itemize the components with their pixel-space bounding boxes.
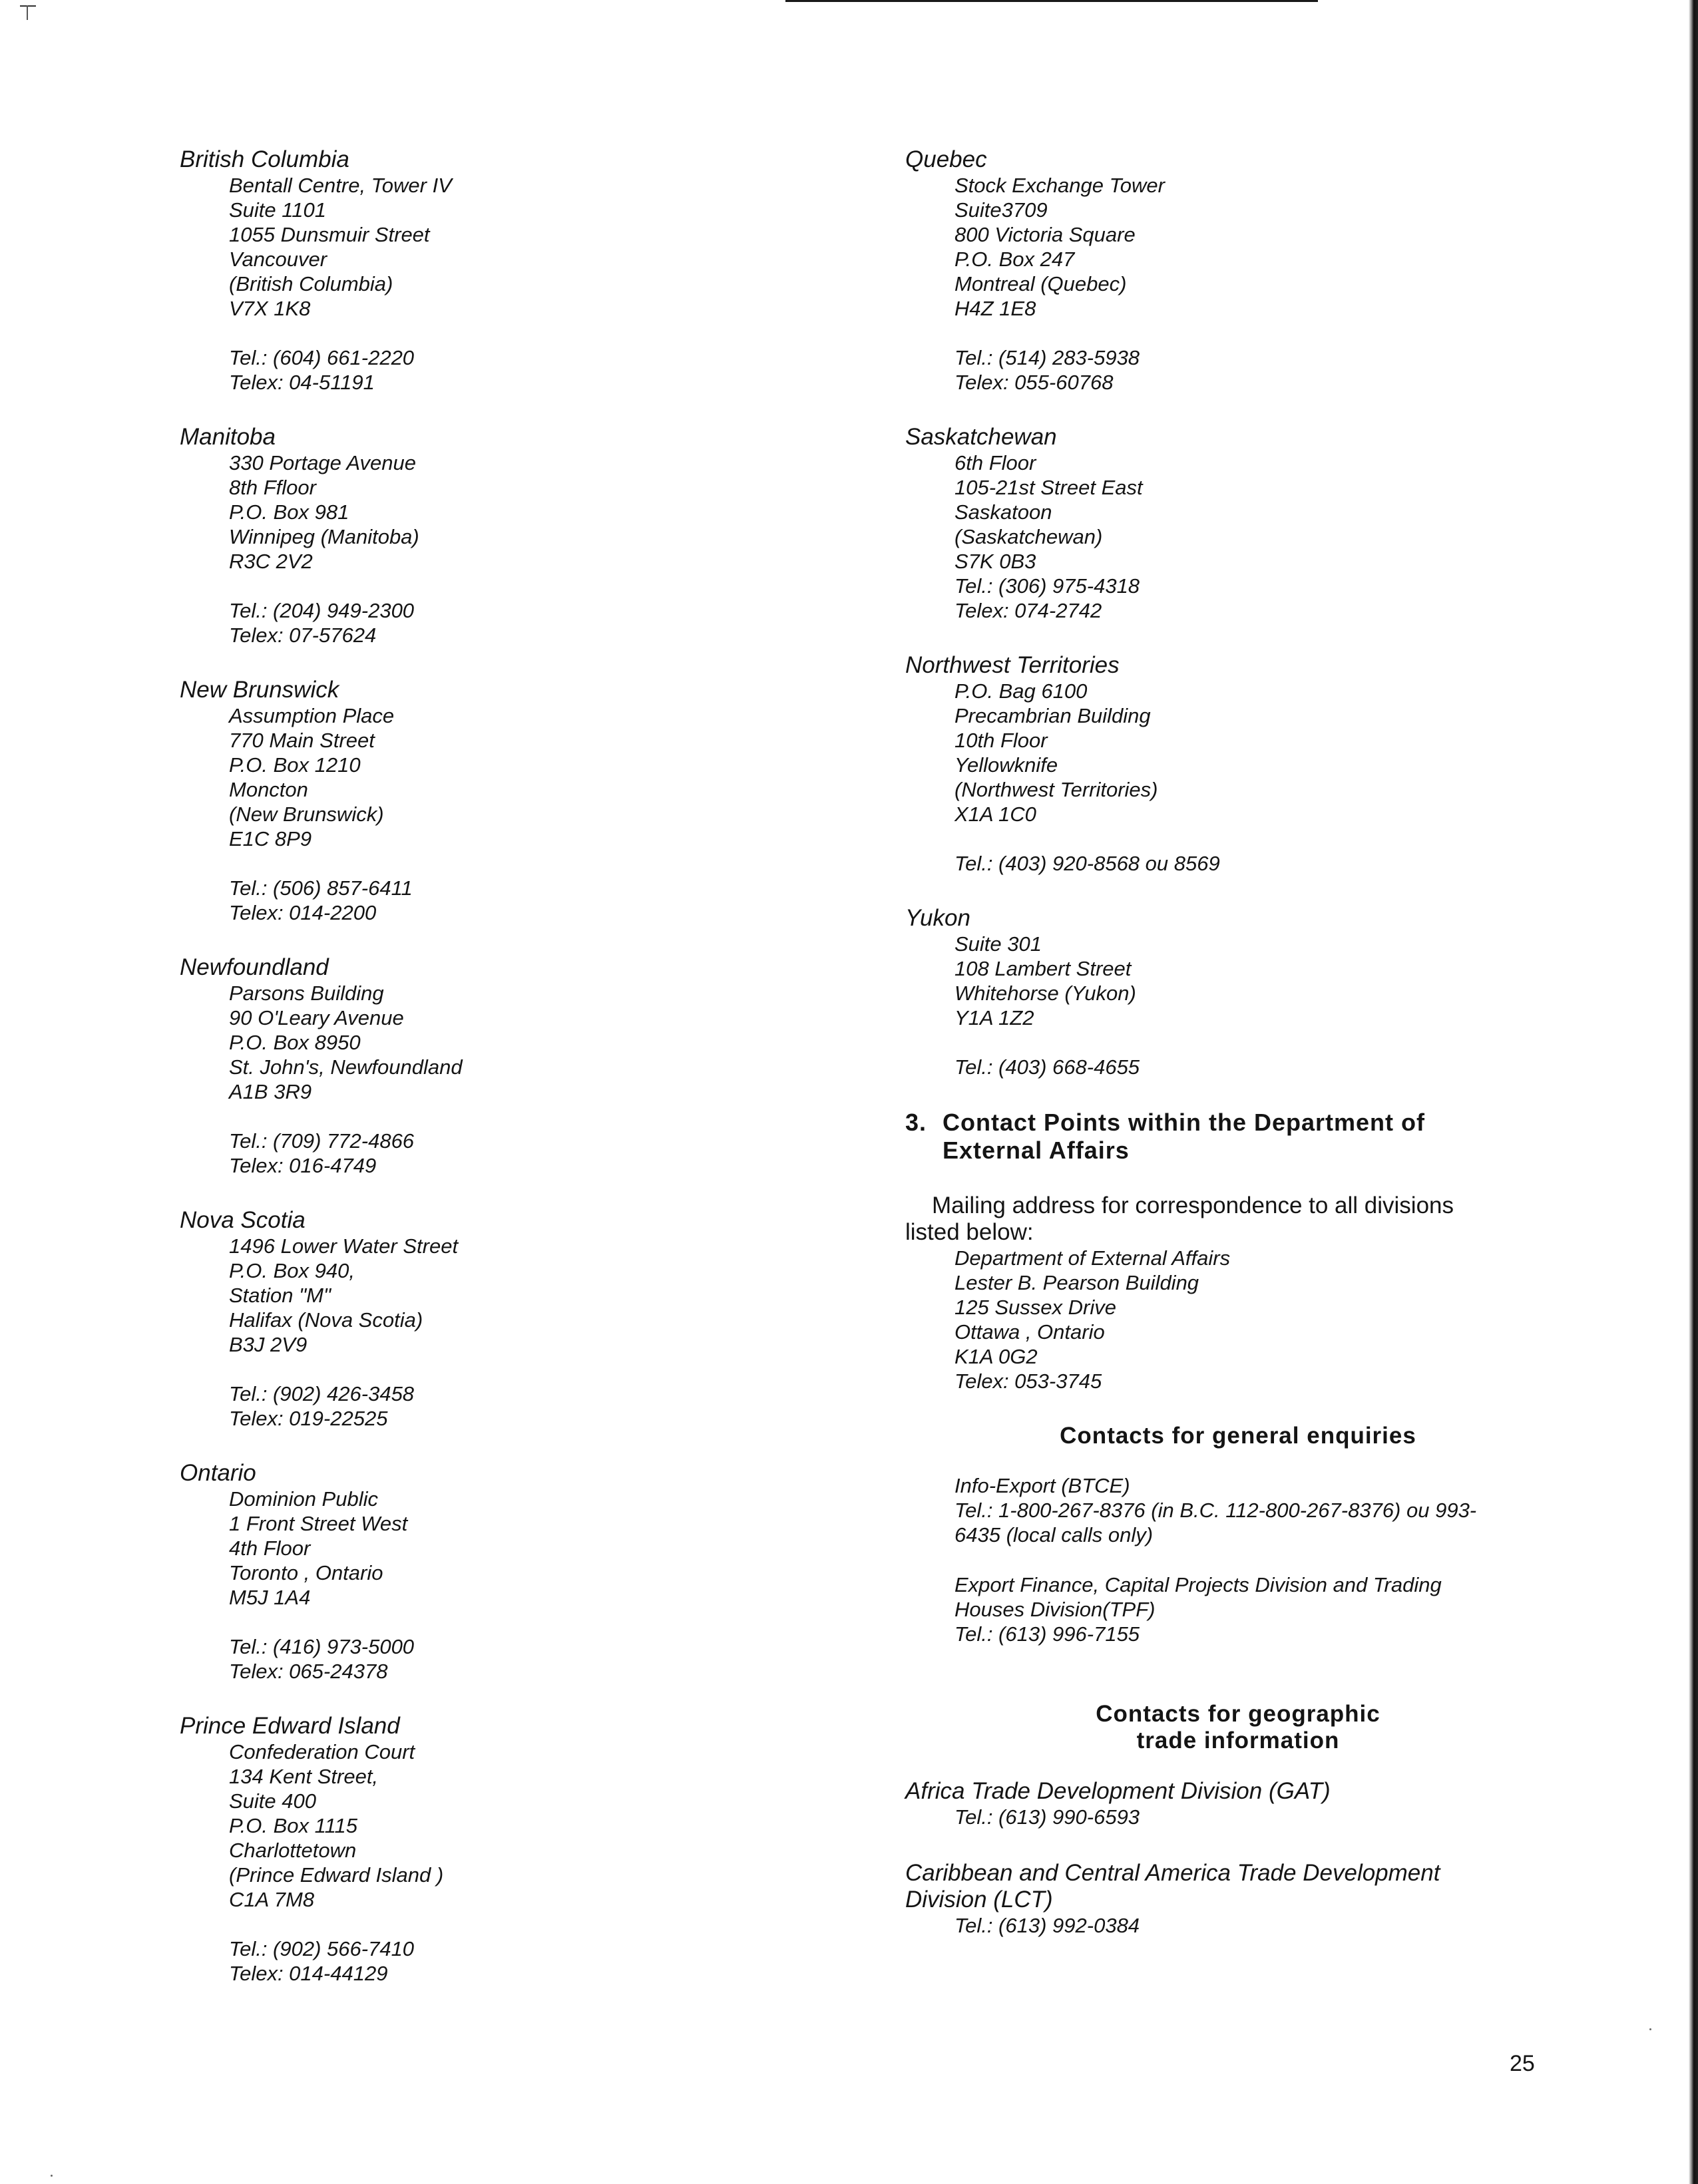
phone-line: Tel.: (204) 949-2300 [229,599,415,622]
address-line: Halifax (Nova Scotia) [229,1308,423,1332]
speck [51,2175,53,2177]
address-block [905,932,1571,1079]
address-line: Suite 400 [229,1789,316,1813]
address-line: Whitehorse (Yukon) [955,982,1136,1005]
division-name: Division (LCT) [905,1887,1053,1912]
section-number: 3. [905,1109,927,1136]
address-line: Confederation Court [229,1740,415,1763]
address-line: 105-21st Street East [955,476,1143,499]
general-enquiries-heading: Contacts for general enquiries [1060,1423,1416,1449]
address-line: P.O. Bag 6100 [955,679,1088,703]
address-block [180,1487,845,1684]
address-line: 330 Portage Avenue [229,451,416,474]
address-line: M5J 1A4 [229,1586,311,1609]
telex-line: Telex: 074-2742 [955,599,1102,622]
speck [1649,2028,1651,2030]
address-block [180,1234,845,1431]
phone-line: Tel.: (613) 992-0384 [955,1914,1140,1937]
address-line: B3J 2V9 [229,1333,308,1356]
mailing-intro-line: listed below: [905,1219,1034,1245]
telex-line: Telex: 014-44129 [229,1962,388,1985]
address-line: Department of External Affairs [955,1246,1231,1270]
phone-line: Tel.: (306) 975-4318 [955,574,1140,598]
address-line: H4Z 1E8 [955,297,1036,320]
office-entry [905,146,1571,395]
office-entry [905,424,1571,623]
corner-mark [20,0,40,20]
address-block [905,173,1571,395]
province-name: Quebec [905,146,987,172]
address-line: 1055 Dunsmuir Street [229,223,430,246]
address-line: 108 Lambert Street [955,957,1132,980]
geographic-heading-line: trade information [1136,1728,1340,1753]
address-line: Precambrian Building [955,704,1151,727]
address-line: P.O. Box 1115 [229,1814,358,1837]
address-line: 4th Floor [229,1537,311,1560]
division-entry [905,1778,1571,1829]
province-name: Manitoba [180,424,276,450]
province-name: New Brunswick [180,677,339,703]
address-block [905,679,1571,876]
address-line: (New Brunswick) [229,803,384,826]
address-line: Saskatoon [955,500,1052,524]
address-line: Parsons Building [229,982,384,1005]
province-name: British Columbia [180,146,349,172]
right-column [905,146,1571,1968]
address-line: Vancouver [229,248,327,271]
phone-line: Tel.: (902) 426-3458 [229,1382,415,1405]
phone-line: Tel.: (403) 920-8568 ou 8569 [955,852,1220,875]
address-line: 770 Main Street [229,729,375,752]
address-line: Assumption Place [229,704,395,727]
address-line: Montreal (Quebec) [955,272,1127,295]
address-line: C1A 7M8 [229,1888,315,1911]
contact-line: Tel.: (613) 996-7155 [955,1622,1140,1646]
spacer [229,1357,845,1381]
address-line: Charlottetown [229,1839,357,1862]
address-line: Suite 1101 [229,198,326,222]
address-line: Moncton [229,778,308,801]
telex-line: Telex: 053-3745 [955,1369,1102,1393]
division-entry [905,1860,1571,1938]
office-entry [180,424,845,647]
address-line: 800 Victoria Square [955,223,1136,246]
office-entry [905,652,1571,876]
address-line: (British Columbia) [229,272,393,295]
address-line: P.O. Box 8950 [229,1031,361,1054]
address-line: Ottawa , Ontario [955,1320,1105,1344]
office-entry [180,1713,845,1986]
contact-line: Export Finance, Capital Projects Division and Trading [955,1573,1442,1596]
province-name: Nova Scotia [180,1207,306,1233]
telex-line: Telex: 07-57624 [229,624,377,647]
address-line: V7X 1K8 [229,297,311,320]
office-entry [905,905,1571,1079]
province-name: Newfoundland [180,954,329,980]
phone-line: Tel.: (514) 283-5938 [955,346,1140,369]
spacer [955,1030,1571,1055]
address-line: 1 Front Street West [229,1512,408,1535]
contact-item [905,1473,1540,1547]
contact-line: 6435 (local calls only) [955,1523,1154,1547]
department-address [905,1246,1571,1393]
address-line: P.O. Box 1210 [229,753,361,777]
address-line: Lester B. Pearson Building [955,1271,1199,1294]
address-line: 90 O'Leary Avenue [229,1006,404,1029]
address-block [180,451,845,647]
address-line: 134 Kent Street, [229,1765,379,1788]
spacer [955,826,1571,851]
section-title-line: Contact Points within the Department of [943,1109,1426,1136]
address-line: (Northwest Territories) [955,778,1158,801]
address-line: S7K 0B3 [955,550,1036,573]
address-line: 8th Ffloor [229,476,316,499]
address-line: R3C 2V2 [229,550,313,573]
spacer [955,321,1571,345]
address-line: E1C 8P9 [229,827,312,850]
address-line: P.O. Box 981 [229,500,349,524]
contact-item [905,1572,1540,1646]
address-line: (Saskatchewan) [955,525,1103,548]
address-line: 6th Floor [955,451,1036,474]
address-line: (Prince Edward Island ) [229,1863,444,1887]
address-block [180,1739,845,1986]
office-entry [180,1207,845,1431]
spacer [229,1610,845,1634]
province-name: Prince Edward Island [180,1713,400,1739]
address-line: K1A 0G2 [955,1345,1038,1368]
spacer [229,574,845,598]
address-line: Station "M" [229,1284,331,1307]
section-heading [905,1109,1571,1165]
geographic-heading-line: Contacts for geographic [1096,1701,1380,1727]
section-title-line: External Affairs [943,1137,1130,1164]
telex-line: Telex: 019-22525 [229,1407,388,1430]
contact-line: Houses Division(TPF) [955,1598,1156,1621]
address-line: Y1A 1Z2 [955,1006,1034,1029]
left-column [180,146,845,2015]
address-line: 1496 Lower Water Street [229,1234,459,1258]
geographic-heading [905,1701,1571,1754]
top-rule [785,0,1318,2]
mailing-intro [905,1192,1571,1246]
address-line: P.O. Box 940, [229,1259,355,1282]
office-entry [180,146,845,395]
province-name: Ontario [180,1460,256,1486]
telex-line: Telex: 055-60768 [955,371,1114,394]
telex-line: Telex: 065-24378 [229,1660,388,1683]
office-entry [180,1460,845,1684]
address-block [180,703,845,925]
address-block [180,173,845,395]
phone-line: Tel.: (709) 772-4866 [229,1129,415,1153]
address-line: A1B 3R9 [229,1080,312,1103]
office-entry [180,954,845,1178]
address-line: 125 Sussex Drive [955,1296,1116,1319]
province-name: Saskatchewan [905,424,1057,450]
address-line: Toronto , Ontario [229,1561,383,1584]
spacer [229,851,845,876]
mailing-intro-line: Mailing address for correspondence to all divisions [932,1192,1454,1218]
page-edge [1689,0,1698,2184]
telex-line: Telex: 014-2200 [229,901,377,924]
address-line: X1A 1C0 [955,803,1036,826]
spacer [229,321,845,345]
phone-line: Tel.: (403) 668-4655 [955,1055,1140,1079]
office-entry [180,677,845,925]
address-line: Suite 301 [955,932,1042,956]
province-name: Yukon [905,905,970,931]
division-name: Africa Trade Development Division (GAT) [905,1778,1331,1804]
page-number: 25 [1510,2051,1535,2076]
address-block [180,981,845,1178]
telex-line: Telex: 04-51191 [229,371,375,394]
address-block [905,451,1571,623]
address-line: Dominion Public [229,1487,378,1511]
address-line: St. John's, Newfoundland [229,1055,463,1079]
phone-line: Tel.: (604) 661-2220 [229,346,415,369]
spacer [229,1104,845,1129]
division-name: Caribbean and Central America Trade Development [905,1860,1440,1886]
address-line: Yellowknife [955,753,1058,777]
address-line: Bentall Centre, Tower IV [229,174,452,197]
address-line: Suite3709 [955,198,1048,222]
phone-line: Tel.: (613) 990-6593 [955,1805,1140,1829]
phone-line: Tel.: (506) 857-6411 [229,876,413,900]
phone-line: Tel.: (416) 973-5000 [229,1635,415,1658]
address-line: 10th Floor [955,729,1048,752]
address-line: Stock Exchange Tower [955,174,1165,197]
phone-line: Tel.: (902) 566-7410 [229,1937,415,1960]
contact-line: Tel.: 1-800-267-8376 (in B.C. 112-800-267-8376) ou 993- [955,1499,1477,1522]
contact-line: Info-Export (BTCE) [955,1474,1130,1497]
province-name: Northwest Territories [905,652,1120,678]
address-line: P.O. Box 247 [955,248,1075,271]
spacer [229,1912,845,1936]
telex-line: Telex: 016-4749 [229,1154,377,1177]
address-line: Winnipeg (Manitoba) [229,525,419,548]
